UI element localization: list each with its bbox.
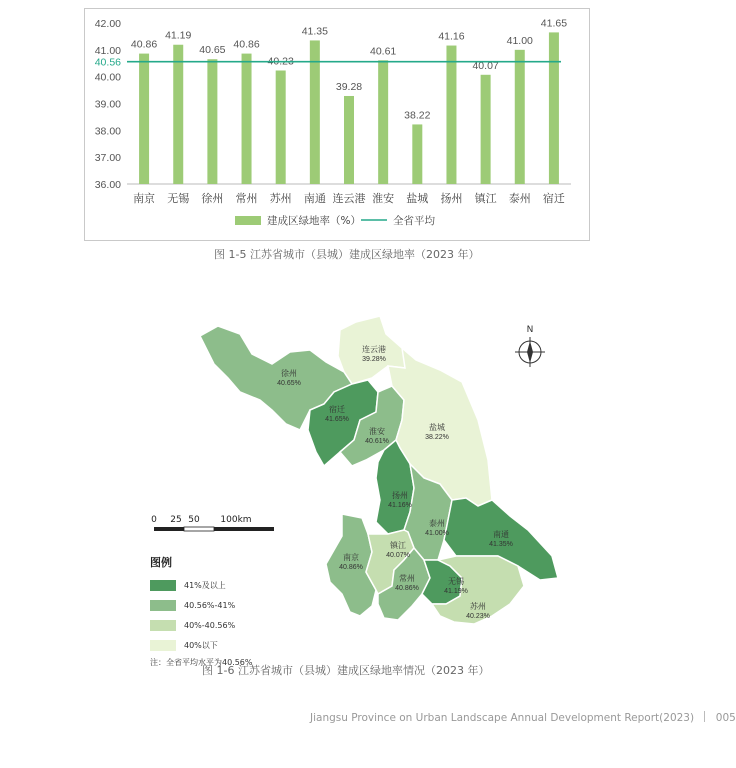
x-tick-label: 苏州 — [269, 192, 292, 205]
x-tick-label: 淮安 — [372, 192, 395, 205]
y-tick-label: 42.00 — [94, 18, 121, 30]
map-region-name: 南京 — [343, 553, 359, 562]
north-label: N — [526, 325, 534, 335]
legend-line-label: 全省平均 — [393, 215, 435, 227]
bar — [207, 59, 217, 184]
bar — [139, 54, 149, 184]
page-footer — [310, 711, 736, 724]
legend-item — [150, 637, 253, 653]
map-region-value: 41.19% — [444, 588, 468, 595]
map-region-value: 40.65% — [277, 380, 301, 387]
y-tick-label: 37.00 — [94, 152, 121, 165]
map-region-name: 扬州 — [392, 491, 408, 500]
map-region-name: 常州 — [399, 574, 415, 583]
map-region-value: 40.23% — [466, 613, 490, 620]
data-label: 40.61 — [370, 45, 397, 58]
legend-label: 40.56%-41% — [184, 600, 236, 610]
map-region-name: 南通 — [493, 530, 509, 539]
bar — [378, 60, 388, 184]
x-tick-label: 南京 — [133, 192, 156, 205]
bar — [549, 32, 559, 184]
map-region-name: 宿迁 — [329, 405, 345, 414]
legend-note: 注：全省平均水平为40.56% — [150, 658, 253, 667]
page-number: 005 — [715, 712, 736, 724]
bar — [344, 96, 354, 184]
map-region-name: 无锡 — [448, 577, 464, 586]
data-label: 38.22 — [404, 109, 431, 122]
legend-swatch — [150, 600, 176, 611]
bar-chart-frame — [84, 8, 590, 241]
data-label: 40.86 — [130, 38, 158, 51]
map-region-value: 41.35% — [489, 541, 513, 548]
bar — [242, 54, 252, 184]
legend-item — [150, 597, 253, 613]
scale-label: 100km — [220, 515, 252, 525]
y-tick-label: 40.00 — [94, 71, 121, 84]
map-region-name: 连云港 — [362, 345, 386, 354]
average-label: 40.56 — [94, 56, 121, 69]
data-label: 40.23 — [267, 55, 294, 68]
map-region-value: 39.28% — [362, 356, 386, 363]
north-arrow — [515, 325, 545, 367]
x-tick-label: 连云港 — [332, 192, 366, 205]
legend-item — [150, 617, 253, 633]
map-region-name: 徐州 — [281, 369, 297, 378]
data-label: 41.16 — [438, 30, 465, 43]
scale-label: 0 — [151, 515, 157, 525]
bar-chart — [85, 9, 591, 242]
data-label: 40.86 — [233, 38, 260, 51]
scale-label: 25 — [170, 515, 182, 525]
map-region-value: 40.86% — [339, 564, 363, 571]
legend-item — [150, 577, 253, 593]
x-tick-label: 南通 — [303, 192, 326, 205]
scale-label: 50 — [188, 515, 200, 525]
legend-label: 40%以下 — [184, 640, 218, 650]
legend-bar-label: 建成区绿地率（%） — [267, 215, 361, 227]
bar — [412, 124, 422, 184]
map-region-name: 苏州 — [470, 602, 486, 611]
figure-1-5-caption: 图 1-5 江苏省城市（县城）建成区绿地率（2023 年） — [214, 248, 480, 261]
data-label: 39.28 — [335, 80, 363, 93]
y-tick-label: 39.00 — [94, 98, 121, 111]
data-label: 41.35 — [301, 25, 328, 38]
x-tick-label: 盐城 — [406, 192, 429, 205]
scale-bar — [151, 515, 274, 531]
y-tick-label: 41.00 — [94, 44, 121, 57]
legend-swatch — [150, 580, 176, 591]
data-label: 41.65 — [540, 17, 568, 30]
map-region-name: 镇江 — [390, 541, 406, 550]
y-tick-label: 38.00 — [94, 125, 121, 138]
footer-separator — [704, 711, 705, 722]
x-tick-label: 常州 — [235, 192, 258, 205]
data-label: 41.00 — [506, 34, 533, 47]
map-region-name: 盐城 — [429, 423, 445, 432]
map-region-value: 40.61% — [365, 438, 389, 445]
bar — [515, 50, 525, 184]
map-region-value: 40.86% — [395, 585, 419, 592]
map-region-value: 40.07% — [386, 552, 410, 559]
legend-swatch — [150, 640, 176, 651]
map-region-value: 41.00% — [425, 530, 449, 537]
bar — [446, 46, 456, 184]
data-label: 40.07 — [472, 59, 499, 72]
legend-label: 40%-40.56% — [184, 620, 236, 630]
map-region-name: 淮安 — [369, 427, 385, 436]
legend-bar-swatch — [235, 216, 261, 225]
legend-swatch — [150, 620, 176, 631]
x-tick-label: 镇江 — [474, 192, 497, 205]
map-region-value: 41.65% — [325, 416, 349, 423]
jiangsu-map — [0, 300, 720, 660]
data-label: 41.19 — [165, 29, 192, 42]
legend-label: 41%及以上 — [184, 580, 226, 590]
map-region-value: 38.22% — [425, 434, 449, 441]
footer-report-title: Jiangsu Province on Urban Landscape Annual Development Report(2023) — [310, 712, 695, 724]
data-label: 40.65 — [199, 44, 226, 57]
legend-title: 图例 — [150, 556, 172, 569]
x-tick-label: 无锡 — [167, 192, 190, 205]
x-tick-label: 宿迁 — [542, 192, 565, 205]
map-legend — [150, 554, 253, 668]
x-tick-label: 徐州 — [201, 192, 224, 205]
x-tick-label: 扬州 — [440, 192, 463, 205]
map-region-name: 泰州 — [429, 519, 445, 528]
map-region-value: 41.16% — [388, 502, 412, 509]
bar — [481, 75, 491, 184]
x-tick-label: 泰州 — [508, 192, 531, 205]
bar — [173, 45, 183, 184]
y-tick-label: 36.00 — [94, 179, 121, 191]
figure-1-6-caption: 图 1-6 江苏省城市（县城）建成区绿地率情况（2023 年） — [202, 664, 490, 677]
bar — [276, 70, 286, 184]
